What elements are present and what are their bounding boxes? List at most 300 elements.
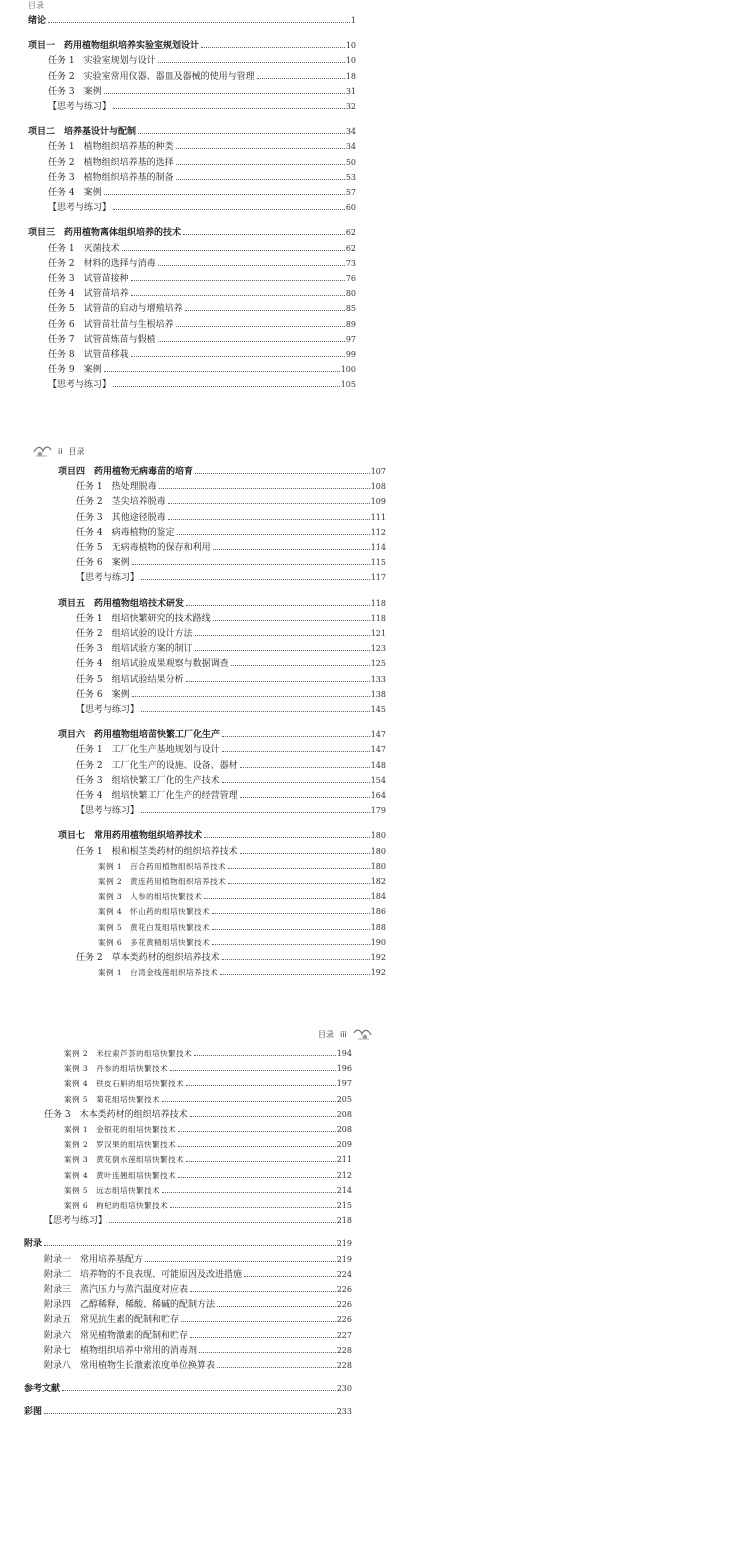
toc-entry[interactable] xyxy=(48,363,356,377)
toc-entry-label: 【思考与练习】 xyxy=(44,1216,108,1227)
toc-entry[interactable] xyxy=(76,673,386,687)
toc-entry-label: 任务 3 案例 xyxy=(48,86,102,97)
toc-entry[interactable] xyxy=(76,571,386,585)
sheet3-header xyxy=(318,1026,373,1042)
dot-leader xyxy=(257,78,345,79)
dot-leader xyxy=(113,386,340,387)
toc-entry-label: 项目三 药用植物离体组织培养的技术 xyxy=(28,228,182,239)
toc-entry-label: 【思考与练习】 xyxy=(76,573,140,584)
toc-entry-page: 154 xyxy=(370,775,386,785)
toc-entry[interactable] xyxy=(64,1123,352,1137)
toc-entry-page: 192 xyxy=(370,953,386,962)
dot-leader xyxy=(186,605,370,606)
toc-entry-label: 附录二 培养物的不良表现、可能原因及改进措施 xyxy=(44,1269,243,1280)
toc-entry-page: 118 xyxy=(370,613,386,623)
toc-entry[interactable] xyxy=(48,100,356,114)
toc-entry[interactable] xyxy=(76,627,386,641)
dot-leader xyxy=(240,767,370,768)
toc-entry[interactable] xyxy=(76,541,386,555)
dot-leader xyxy=(132,564,370,565)
toc-entry[interactable] xyxy=(48,186,356,200)
toc-entry-label: 任务 3 其他途径脱毒 xyxy=(76,512,166,523)
toc-entry-page: 99 xyxy=(345,350,356,359)
toc-entry[interactable] xyxy=(48,333,356,347)
toc-entry-label: 任务 5 试管苗的启动与增殖培养 xyxy=(48,304,183,315)
toc-entry-label: 任务 2 草本类药材的组织培养技术 xyxy=(76,953,220,963)
dot-leader xyxy=(176,179,345,180)
toc-entry[interactable] xyxy=(98,875,386,889)
dot-leader xyxy=(162,1192,336,1193)
toc-entry-page: 215 xyxy=(336,1201,352,1210)
toc-entry-page: 32 xyxy=(345,102,356,111)
toc-entry-label: 附录七 植物组织培养中常用的消毒剂 xyxy=(44,1345,198,1356)
toc-entry-page: 115 xyxy=(370,558,386,568)
toc-entry-page: 76 xyxy=(345,274,356,283)
toc-entry-label: 案例 4 铁皮石斛的组培快繁技术 xyxy=(64,1079,185,1089)
toc-entry-page: 60 xyxy=(345,203,356,213)
toc-entry-page: 62 xyxy=(345,243,356,253)
toc-entry[interactable] xyxy=(76,951,386,965)
toc-entry-page: 80 xyxy=(345,289,356,299)
toc-entry[interactable] xyxy=(48,140,356,154)
toc-entry[interactable] xyxy=(76,789,386,803)
toc-entry-page: 192 xyxy=(370,968,386,978)
toc-entry-page: 197 xyxy=(336,1079,352,1089)
toc-entry[interactable] xyxy=(48,70,356,84)
dot-leader xyxy=(217,1367,336,1368)
toc-entry[interactable] xyxy=(58,465,386,479)
toc-entry[interactable] xyxy=(44,1283,352,1297)
dot-leader xyxy=(231,665,370,666)
toc-entry[interactable] xyxy=(76,642,386,656)
toc-entry[interactable] xyxy=(44,1214,352,1228)
dot-leader xyxy=(113,108,345,109)
toc-entry-label: 附录三 蒸汽压力与蒸汽温度对应表 xyxy=(44,1285,189,1295)
sheet2-page-number: ii xyxy=(58,446,63,456)
toc-entry[interactable] xyxy=(76,556,386,570)
toc-entry[interactable] xyxy=(48,272,356,286)
dot-leader xyxy=(177,534,370,535)
dot-leader xyxy=(44,1413,336,1414)
dot-leader xyxy=(185,310,345,311)
toc-entry[interactable] xyxy=(76,526,386,540)
toc-entry-page: 121 xyxy=(370,629,386,638)
dot-leader xyxy=(204,837,370,838)
toc-entry-page: 62 xyxy=(345,228,356,238)
dot-leader xyxy=(220,974,370,975)
toc-entry-label: 项目四 药用植物无病毒苗的培育 xyxy=(58,467,194,477)
dot-leader xyxy=(141,812,370,813)
ornament-icon xyxy=(353,1026,373,1042)
toc-entry-label: 【思考与练习】 xyxy=(76,705,140,715)
dot-leader xyxy=(178,1146,336,1147)
toc-entry[interactable] xyxy=(76,612,386,626)
toc-entry[interactable] xyxy=(76,759,386,773)
toc-entry[interactable] xyxy=(28,39,356,53)
toc-entry-page: 147 xyxy=(370,745,386,755)
toc-entry-page: 179 xyxy=(370,806,386,816)
dot-leader xyxy=(178,1177,336,1178)
dot-leader xyxy=(195,473,370,474)
toc-entry-page: 226 xyxy=(336,1300,352,1310)
toc-entry[interactable] xyxy=(64,1062,352,1076)
dot-leader xyxy=(122,250,345,251)
dot-leader xyxy=(158,341,345,342)
toc-entry-label: 案例 3 人参的组培快繁技术 xyxy=(98,892,203,902)
toc-entry-page: 230 xyxy=(336,1384,352,1394)
toc-entry-page: 117 xyxy=(370,573,386,583)
dot-leader xyxy=(176,164,345,165)
toc-entry[interactable] xyxy=(44,1253,352,1267)
dot-leader xyxy=(222,782,370,783)
dot-leader xyxy=(131,295,345,296)
toc-entry-label: 任务 6 试管苗壮苗与生根培养 xyxy=(48,319,174,330)
toc-entry[interactable] xyxy=(58,728,386,742)
toc-entry-label: 案例 1 百合药用植物组织培养技术 xyxy=(98,861,227,871)
toc-entry-page: 224 xyxy=(336,1269,352,1279)
toc-entry-page: 97 xyxy=(345,334,356,344)
toc-entry[interactable] xyxy=(98,921,386,935)
toc-entry[interactable] xyxy=(24,1405,352,1419)
toc-entry[interactable] xyxy=(64,1138,352,1152)
dot-leader xyxy=(158,62,345,63)
toc-entry-label: 任务 4 案例 xyxy=(48,188,102,198)
toc-entry-label: 案例 3 黄花倒水莲组培快繁技术 xyxy=(64,1155,185,1165)
toc-entry-page: 1 xyxy=(350,16,356,25)
dot-leader xyxy=(183,234,345,235)
toc-entry[interactable] xyxy=(48,287,356,301)
toc-entry[interactable] xyxy=(44,1359,352,1373)
dot-leader xyxy=(132,696,370,697)
toc-entry-label: 附录六 常见植物激素的配制和贮存 xyxy=(44,1330,189,1341)
dot-leader xyxy=(113,209,345,210)
dot-leader xyxy=(141,711,370,712)
dot-leader xyxy=(195,635,370,636)
dot-leader xyxy=(138,133,345,134)
toc-entry-page: 34 xyxy=(345,142,356,152)
toc-entry[interactable] xyxy=(44,1329,352,1343)
toc-entry-page: 228 xyxy=(336,1361,352,1370)
sheet3-page-number: iii xyxy=(340,1029,347,1039)
toc-entry-page: 214 xyxy=(336,1185,352,1195)
toc-entry-page: 219 xyxy=(336,1239,352,1249)
toc-entry-page: 112 xyxy=(370,527,386,537)
toc-entry-label: 【思考与练习】 xyxy=(76,806,140,817)
toc-entry-label: 任务 3 试管苗接种 xyxy=(48,274,129,284)
toc-entry-label: 案例 5 菊花组培快繁技术 xyxy=(64,1094,161,1104)
dot-leader xyxy=(62,1390,336,1391)
toc-entry-page: 180 xyxy=(370,861,386,871)
sheet3-title: 目录 xyxy=(318,1029,334,1039)
dot-leader xyxy=(222,959,370,960)
dot-leader xyxy=(240,797,370,798)
toc-entry-label: 任务 2 组培试验的设计方法 xyxy=(76,629,193,639)
dot-leader xyxy=(228,883,370,884)
dot-leader xyxy=(244,1276,336,1277)
toc-entry-label: 【思考与练习】 xyxy=(48,380,112,391)
toc-entry-label: 案例 1 台湾金线莲组织培养技术 xyxy=(98,968,219,978)
toc-entry-label: 任务 2 工厂化生产的设施、设备、器材 xyxy=(76,760,238,771)
toc-entry[interactable] xyxy=(64,1184,352,1198)
toc-entry-label: 附录八 常用植物生长激素浓度单位换算表 xyxy=(44,1361,216,1371)
toc-entry-page: 123 xyxy=(370,644,386,654)
toc-entry-label: 案例 6 枸杞的组培快繁技术 xyxy=(64,1201,169,1210)
toc-entry-page: 190 xyxy=(370,937,386,947)
toc-entry[interactable] xyxy=(98,936,386,950)
dot-leader xyxy=(48,22,350,23)
toc-entry-label: 案例 2 米拉索芦荟的组培快繁技术 xyxy=(64,1049,193,1058)
toc-entry-label: 案例 4 黄叶连翘组培快繁技术 xyxy=(64,1170,177,1180)
toc-entry-page: 226 xyxy=(336,1315,352,1325)
dot-leader xyxy=(212,913,370,914)
dot-leader xyxy=(204,898,370,899)
toc-entry-page: 31 xyxy=(345,86,356,96)
toc-entry-label: 彩图 xyxy=(24,1407,43,1418)
toc-entry-page: 18 xyxy=(345,71,356,81)
toc-entry-page: 208 xyxy=(336,1109,352,1119)
toc-entry-label: 项目一 药用植物组织培养实验室规划设计 xyxy=(28,41,200,52)
toc-entry-label: 案例 2 罗汉果的组培快繁技术 xyxy=(64,1140,177,1150)
toc-entry-page: 53 xyxy=(345,172,356,182)
toc-entry-label: 附录 xyxy=(24,1239,43,1250)
toc-entry[interactable] xyxy=(76,688,386,702)
toc-entry[interactable] xyxy=(76,511,386,525)
dot-leader xyxy=(181,1321,336,1322)
dot-leader xyxy=(176,148,345,149)
toc-entry-page: 164 xyxy=(370,791,386,800)
dot-leader xyxy=(104,93,345,94)
toc-entry-page: 105 xyxy=(340,380,356,390)
toc-entry-label: 任务 2 茎尖培养脱毒 xyxy=(76,497,166,508)
toc-entry-page: 138 xyxy=(370,689,386,699)
dot-leader xyxy=(212,944,370,945)
toc-entry-label: 任务 1 植物组织培养基的种类 xyxy=(48,142,174,153)
toc-entry[interactable] xyxy=(76,743,386,757)
toc-entry-page: 108 xyxy=(370,482,386,492)
toc-entry-label: 任务 9 案例 xyxy=(48,365,102,376)
toc-entry-page: 226 xyxy=(336,1285,352,1294)
dot-leader xyxy=(104,371,340,372)
toc-entry[interactable] xyxy=(48,171,356,185)
dot-leader xyxy=(186,1161,336,1162)
toc-entry[interactable] xyxy=(28,226,356,240)
toc-entry[interactable] xyxy=(64,1169,352,1183)
toc-entry-label: 绪论 xyxy=(28,16,47,26)
toc-entry-page: 10 xyxy=(345,41,356,51)
toc-entry[interactable] xyxy=(64,1077,352,1091)
toc-entry[interactable] xyxy=(48,318,356,332)
toc-entry-page: 211 xyxy=(336,1155,352,1165)
toc-entry[interactable] xyxy=(76,657,386,671)
dot-leader xyxy=(141,579,370,580)
dot-leader xyxy=(217,1306,336,1307)
toc-entry[interactable] xyxy=(44,1344,352,1358)
toc-entry-page: 233 xyxy=(336,1407,352,1417)
dot-leader xyxy=(145,1261,336,1262)
toc-entry-label: 任务 1 实验室规划与设计 xyxy=(48,56,156,67)
toc-entry-page: 188 xyxy=(370,922,386,932)
toc-entry[interactable] xyxy=(98,966,386,980)
dot-leader xyxy=(186,681,370,682)
toc-entry-label: 任务 3 组培试验方案的制订 xyxy=(76,644,193,655)
toc-entry-page: 89 xyxy=(345,319,356,329)
toc-entry[interactable] xyxy=(48,257,356,271)
dot-leader xyxy=(222,736,370,737)
toc-entry-label: 项目五 药用植物组培技术研发 xyxy=(58,598,185,609)
toc-entry-page: 10 xyxy=(345,56,356,66)
sheet2-header xyxy=(32,443,84,459)
toc-entry-label: 项目二 培养基设计与配制 xyxy=(28,127,137,138)
toc-entry[interactable] xyxy=(28,14,356,28)
dot-leader xyxy=(168,503,370,504)
toc-entry-page: 34 xyxy=(345,127,356,137)
toc-entry-page: 227 xyxy=(336,1330,352,1340)
dot-leader xyxy=(104,194,345,195)
toc-entry-label: 【思考与练习】 xyxy=(48,203,112,214)
toc-entry[interactable] xyxy=(44,1298,352,1312)
toc-entry-label: 任务 7 试管苗炼苗与假植 xyxy=(48,334,156,345)
toc-entry[interactable] xyxy=(76,804,386,818)
ornament-icon xyxy=(32,443,52,459)
toc-entry-label: 任务 1 热处理脱毒 xyxy=(76,482,157,493)
dot-leader xyxy=(178,1131,336,1132)
toc-entry-label: 任务 6 案例 xyxy=(76,558,130,569)
dot-leader xyxy=(162,1101,336,1102)
toc-entry-label: 案例 5 黄花白芨组培快繁技术 xyxy=(98,922,211,932)
toc-entry-label: 任务 1 组培快繁研究的技术路线 xyxy=(76,613,211,624)
dot-leader xyxy=(195,650,370,651)
toc-entry-page: 209 xyxy=(336,1140,352,1150)
toc-entry[interactable] xyxy=(58,829,386,843)
toc-entry[interactable] xyxy=(64,1153,352,1167)
toc-entry-page: 184 xyxy=(370,892,386,902)
toc-entry[interactable] xyxy=(48,348,356,362)
toc-entry-label: 任务 3 植物组织培养基的制备 xyxy=(48,172,174,183)
toc-entry[interactable] xyxy=(76,774,386,788)
dot-leader xyxy=(131,356,345,357)
toc-entry[interactable] xyxy=(98,890,386,904)
toc-entry-page: 145 xyxy=(370,705,386,714)
toc-entry[interactable] xyxy=(64,1047,352,1061)
dot-leader xyxy=(44,1245,336,1246)
toc-entry-label: 参考文献 xyxy=(24,1384,61,1395)
toc-entry-label: 附录一 常用培养基配方 xyxy=(44,1254,144,1265)
toc-entry-page: 85 xyxy=(345,304,356,314)
toc-entry-page: 57 xyxy=(345,188,356,197)
toc-entry-page: 118 xyxy=(370,598,386,608)
dot-leader xyxy=(212,929,370,930)
toc-entry-label: 项目七 常用药用植物组织培养技术 xyxy=(58,831,203,842)
toc-entry[interactable] xyxy=(48,302,356,316)
toc-entry-label: 项目六 药用植物组培苗快繁工厂化生产 xyxy=(58,730,221,741)
toc-entry-label: 任务 4 病毒植物的鉴定 xyxy=(76,527,175,538)
toc-entry-label: 任务 4 组培快繁工厂化生产的经营管理 xyxy=(76,791,238,801)
toc-entry-label: 任务 6 案例 xyxy=(76,689,130,700)
toc-entry[interactable] xyxy=(48,54,356,68)
toc-entry[interactable] xyxy=(64,1199,352,1213)
toc-entry-page: 180 xyxy=(370,846,386,856)
dot-leader xyxy=(159,488,370,489)
toc-entry[interactable] xyxy=(44,1268,352,1282)
toc-entry[interactable] xyxy=(76,845,386,859)
toc-entry-label: 任务 1 根和根茎类药材的组织培养技术 xyxy=(76,846,238,857)
toc-entry-label: 任务 8 试管苗移栽 xyxy=(48,350,129,360)
toc-entry-label: 附录五 常见抗生素的配制和贮存 xyxy=(44,1315,180,1326)
toc-entry-page: 114 xyxy=(370,543,386,552)
dot-leader xyxy=(158,265,345,266)
dot-leader xyxy=(170,1070,336,1071)
dot-leader xyxy=(201,47,345,48)
toc-entry[interactable] xyxy=(48,242,356,256)
toc-entry-label: 任务 1 灭菌技术 xyxy=(48,243,120,254)
toc-entry-page: 194 xyxy=(336,1049,352,1058)
toc-entry-page: 50 xyxy=(345,157,356,167)
toc-entry-label: 任务 5 组培试验结果分析 xyxy=(76,674,184,685)
dot-leader xyxy=(176,326,345,327)
toc-entry[interactable] xyxy=(58,597,386,611)
toc-entry-label: 任务 5 无病毒植物的保存和利用 xyxy=(76,543,211,553)
toc-entry-label: 案例 6 多花黄精组培快繁技术 xyxy=(98,937,211,947)
toc-entry-page: 148 xyxy=(370,760,386,770)
dot-leader xyxy=(199,1352,336,1353)
toc-entry[interactable] xyxy=(48,156,356,170)
dot-leader xyxy=(228,868,370,869)
toc-entry[interactable] xyxy=(48,85,356,99)
toc-entry-label: 任务 2 植物组织培养基的选择 xyxy=(48,157,174,168)
toc-entry-page: 180 xyxy=(370,831,386,841)
toc-entry-label: 任务 3 木本类药材的组织培养技术 xyxy=(44,1109,188,1120)
toc-entry[interactable] xyxy=(76,495,386,509)
toc-entry[interactable] xyxy=(98,860,386,874)
dot-leader xyxy=(186,1085,336,1086)
toc-entry[interactable] xyxy=(98,905,386,919)
toc-entry[interactable] xyxy=(48,201,356,215)
toc-entry-page: 182 xyxy=(370,877,386,886)
toc-entry-label: 案例 2 黄连药用植物组织培养技术 xyxy=(98,877,227,886)
toc-entry[interactable] xyxy=(24,1382,352,1396)
toc-entry[interactable] xyxy=(44,1313,352,1327)
toc-entry-label: 案例 1 金银花的组培快繁技术 xyxy=(64,1125,177,1134)
toc-entry-page: 147 xyxy=(370,730,386,740)
toc-entry-page: 228 xyxy=(336,1345,352,1355)
toc-entry-label: 任务 2 实验室常用仪器、器皿及器械的使用与管理 xyxy=(48,71,255,82)
dot-leader xyxy=(168,519,370,520)
dot-leader xyxy=(240,853,370,854)
toc-entry-label: 案例 5 远志组培快繁技术 xyxy=(64,1185,161,1195)
toc-entry[interactable] xyxy=(44,1108,352,1122)
toc-entry-page: 107 xyxy=(370,467,386,476)
toc-entry-page: 100 xyxy=(340,365,356,375)
toc-entry-label: 附录四 乙醇稀释，稀酸、稀碱的配制方法 xyxy=(44,1300,216,1311)
toc-entry-label: 【思考与练习】 xyxy=(48,102,112,112)
toc-entry[interactable] xyxy=(76,480,386,494)
dot-leader xyxy=(190,1337,336,1338)
toc-entry-label: 任务 2 材料的选择与消毒 xyxy=(48,258,156,269)
dot-leader xyxy=(213,620,370,621)
toc-entry-page: 186 xyxy=(370,907,386,917)
dot-leader xyxy=(131,280,345,281)
toc-entry[interactable] xyxy=(64,1093,352,1107)
toc-entry-page: 208 xyxy=(336,1125,352,1134)
toc-entry[interactable] xyxy=(28,125,356,139)
toc-entry[interactable] xyxy=(24,1237,352,1251)
toc-entry[interactable] xyxy=(76,703,386,717)
toc-entry-page: 109 xyxy=(370,497,386,507)
toc-entry-page: 219 xyxy=(336,1254,352,1264)
dot-leader xyxy=(190,1116,336,1117)
toc-entry-page: 218 xyxy=(336,1216,352,1226)
toc-entry[interactable] xyxy=(48,378,356,392)
